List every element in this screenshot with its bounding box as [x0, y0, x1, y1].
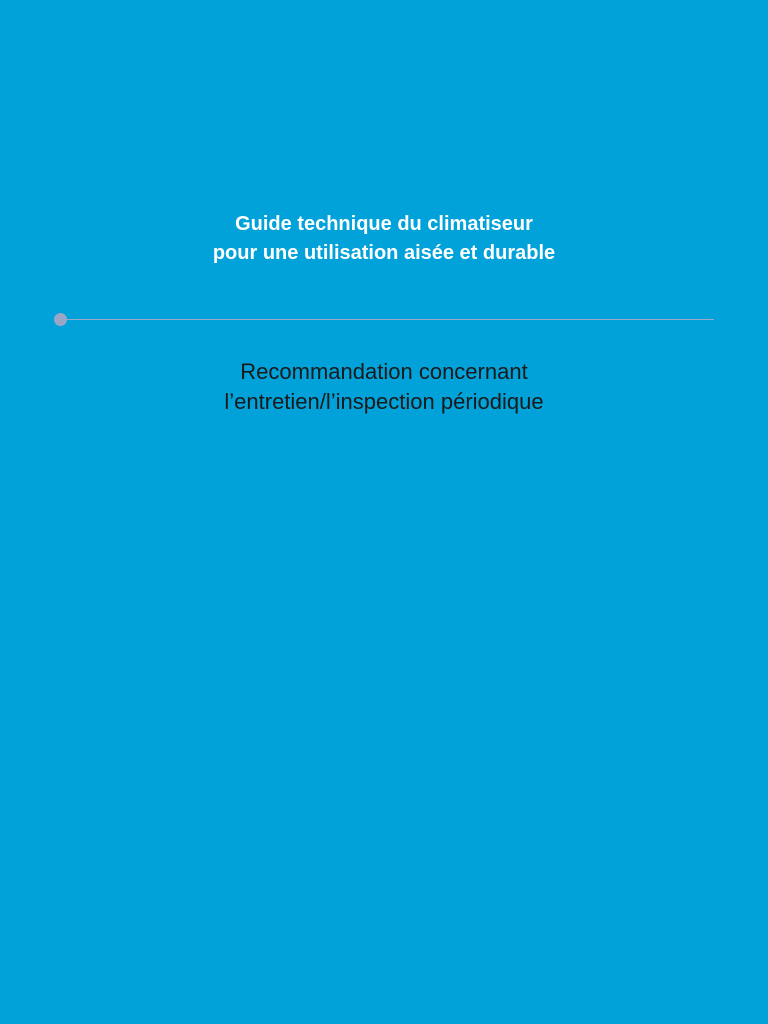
- cover-subtitle: [0, 357, 768, 417]
- cover-subtitle-line-2: l’entretien/l’inspection périodique: [224, 389, 544, 414]
- section-divider: [54, 313, 714, 327]
- cover-subtitle-line-1: Recommandation concernant: [240, 359, 528, 384]
- cover-title-line-1: Guide technique du climatiseur: [235, 213, 533, 235]
- cover-title-line-2: pour une utilisation aisée et durable: [212, 242, 556, 264]
- cover-title: [0, 210, 768, 268]
- divider-line: [62, 319, 714, 320]
